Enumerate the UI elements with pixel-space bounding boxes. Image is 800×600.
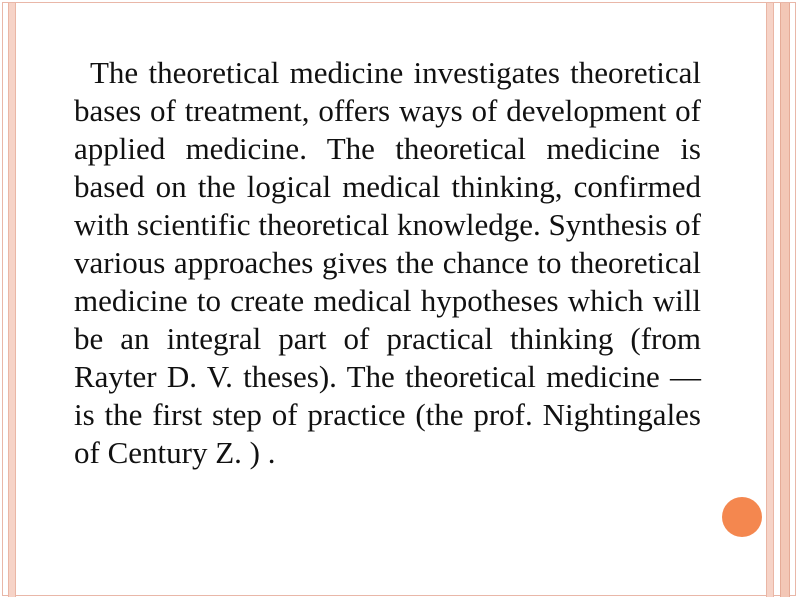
left-decorative-stripe (8, 3, 16, 597)
slide-body-paragraph: The theoretical medicine investigates theoretical bases of treatment, offers ways of development of applied medicine. The theoretical medicine is based on the logical medical thinking, confirmed with scientific theoretical knowledge. Synthesis of various approaches gives the chance to theoretical medicine to create medical hypotheses which will be an integral part of practical thinking (from Rayter D. V. theses). The theoretical medicine — is the first step of practice (the prof. Nightingales of Century Z. ) . (74, 55, 701, 470)
right-decorative-stripe-inner (766, 3, 774, 597)
orange-circle-icon (722, 497, 762, 537)
right-decorative-stripe-outer (780, 3, 790, 597)
